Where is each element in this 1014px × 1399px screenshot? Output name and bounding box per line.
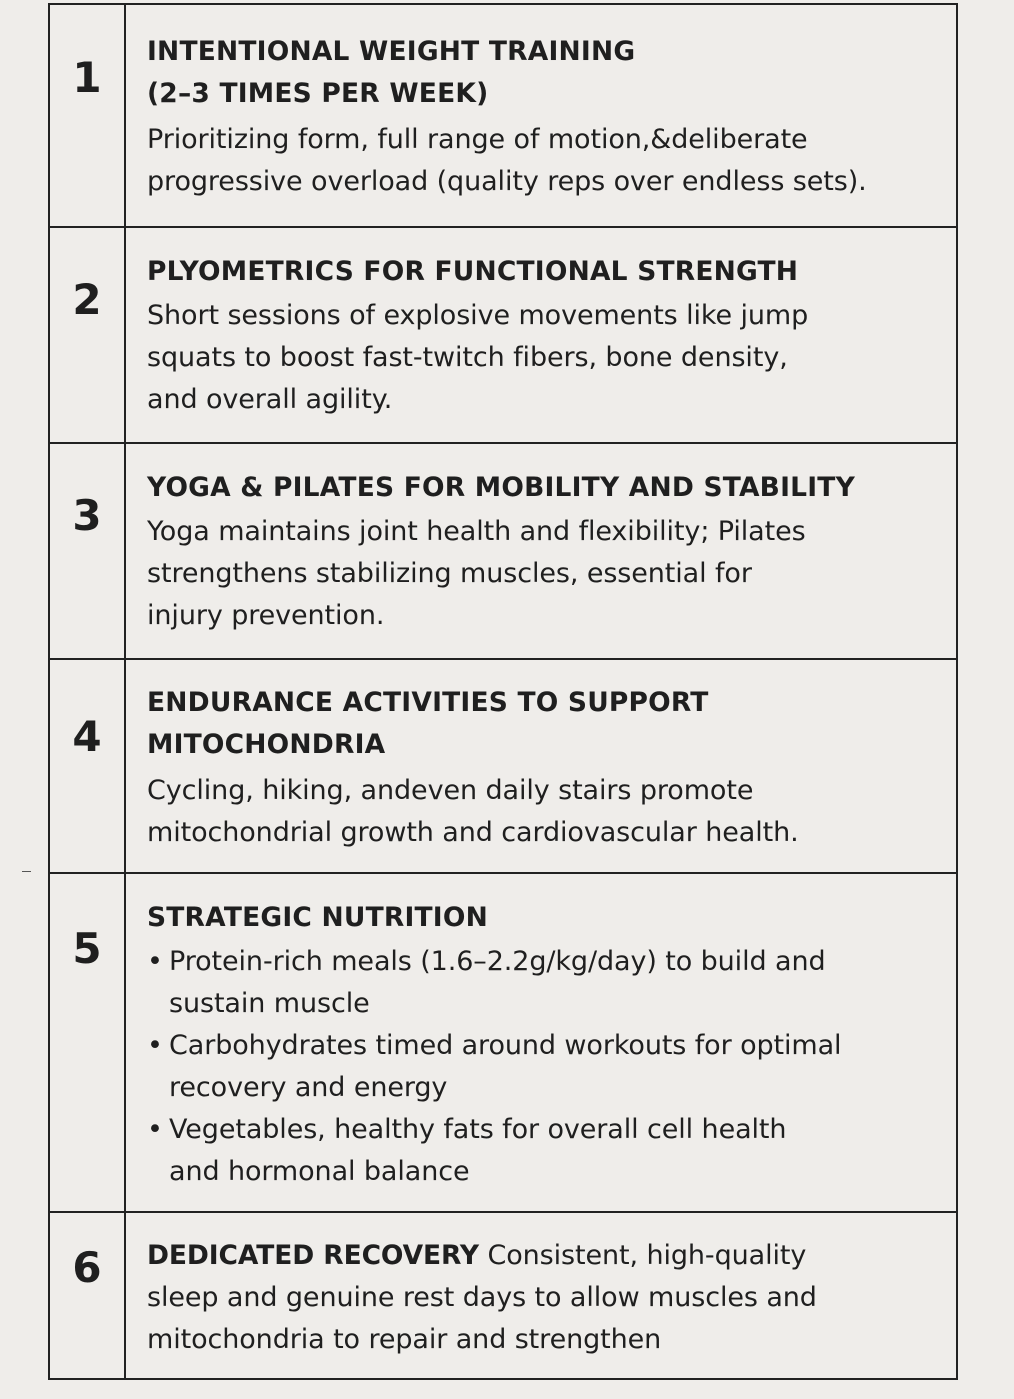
row-description-line: Short sessions of explosive movements like jump [147, 300, 809, 331]
row-number: 3 [72, 491, 102, 540]
regimen-table [48, 3, 958, 1380]
list-item-line: recovery and energy [169, 1072, 448, 1103]
table-row [50, 226, 956, 442]
row-number: 6 [72, 1243, 102, 1292]
table-row [50, 5, 956, 226]
row-title-line: (2–3 TIMES PER WEEK) [147, 78, 489, 109]
number-cell [50, 5, 126, 226]
list-item [147, 1109, 942, 1193]
row-description-line: progressive overload (quality reps over endless sets). [147, 166, 867, 197]
row-title: STRATEGIC NUTRITION [147, 902, 488, 933]
row-description-line: mitochondrial growth and cardiovascular health. [147, 817, 799, 848]
list-item [147, 941, 942, 1025]
row-content [147, 1235, 942, 1361]
row-title [147, 31, 942, 115]
row-number: 2 [72, 275, 102, 324]
row-content [147, 897, 942, 1193]
bullet-icon: • [147, 1114, 163, 1145]
row-description-line: Yoga maintains joint health and flexibility; Pilates [147, 516, 806, 547]
number-cell [50, 660, 126, 872]
number-cell [50, 1213, 126, 1378]
row-title-line: MITOCHONDRIA [147, 729, 386, 760]
list-item-line: Protein-rich meals (1.6–2.2g/kg/day) to build and [169, 946, 826, 977]
row-description-line: strengthens stabilizing muscles, essential for [147, 558, 752, 589]
row-description-line: Prioritizing form, full range of motion,&deliberate [147, 124, 808, 155]
row-content [147, 251, 942, 421]
bullet-icon: • [147, 946, 163, 977]
row-title: YOGA & PILATES FOR MOBILITY AND STABILITY [147, 472, 855, 503]
row-description-line: injury prevention. [147, 600, 385, 631]
row-description-line: Cycling, hiking, andeven daily stairs promote [147, 775, 754, 806]
row-description-line: sleep and genuine rest days to allow muscles and [147, 1282, 817, 1313]
row-title [147, 682, 942, 766]
number-cell [50, 444, 126, 658]
table-row [50, 1211, 956, 1378]
row-description-line: and overall agility. [147, 384, 393, 415]
bullet-list [147, 941, 942, 1193]
bullet-icon: • [147, 1030, 163, 1061]
list-item [147, 1025, 942, 1109]
table-row [50, 872, 956, 1211]
row-description [147, 295, 942, 421]
row-description-line: squats to boost fast-twitch fibers, bone density, [147, 342, 788, 373]
row-title-line: INTENTIONAL WEIGHT TRAINING [147, 36, 636, 67]
row-description [147, 119, 942, 203]
table-row [50, 658, 956, 872]
row-description [147, 511, 942, 637]
row-title: PLYOMETRICS FOR FUNCTIONAL STRENGTH [147, 256, 799, 287]
table-row [50, 442, 956, 658]
row-description-line: Consistent, high-quality [479, 1240, 807, 1271]
row-title: DEDICATED RECOVERY [147, 1240, 479, 1271]
row-number: 4 [72, 712, 102, 761]
row-description [147, 770, 942, 854]
row-content [147, 467, 942, 637]
list-item-line: Vegetables, healthy fats for overall cell health [169, 1114, 787, 1145]
row-description-line: mitochondria to repair and strengthen [147, 1324, 662, 1355]
number-cell [50, 228, 126, 442]
number-cell [50, 874, 126, 1211]
stray-mark [22, 871, 31, 872]
list-item-line: Carbohydrates timed around workouts for optimal [169, 1030, 842, 1061]
list-item-line: sustain muscle [169, 988, 370, 1019]
row-number: 5 [72, 924, 102, 973]
row-title-line: ENDURANCE ACTIVITIES TO SUPPORT [147, 687, 709, 718]
row-description [147, 1235, 942, 1361]
list-item-line: and hormonal balance [169, 1156, 470, 1187]
row-number: 1 [72, 53, 102, 102]
row-content [147, 31, 942, 203]
row-content [147, 682, 942, 854]
